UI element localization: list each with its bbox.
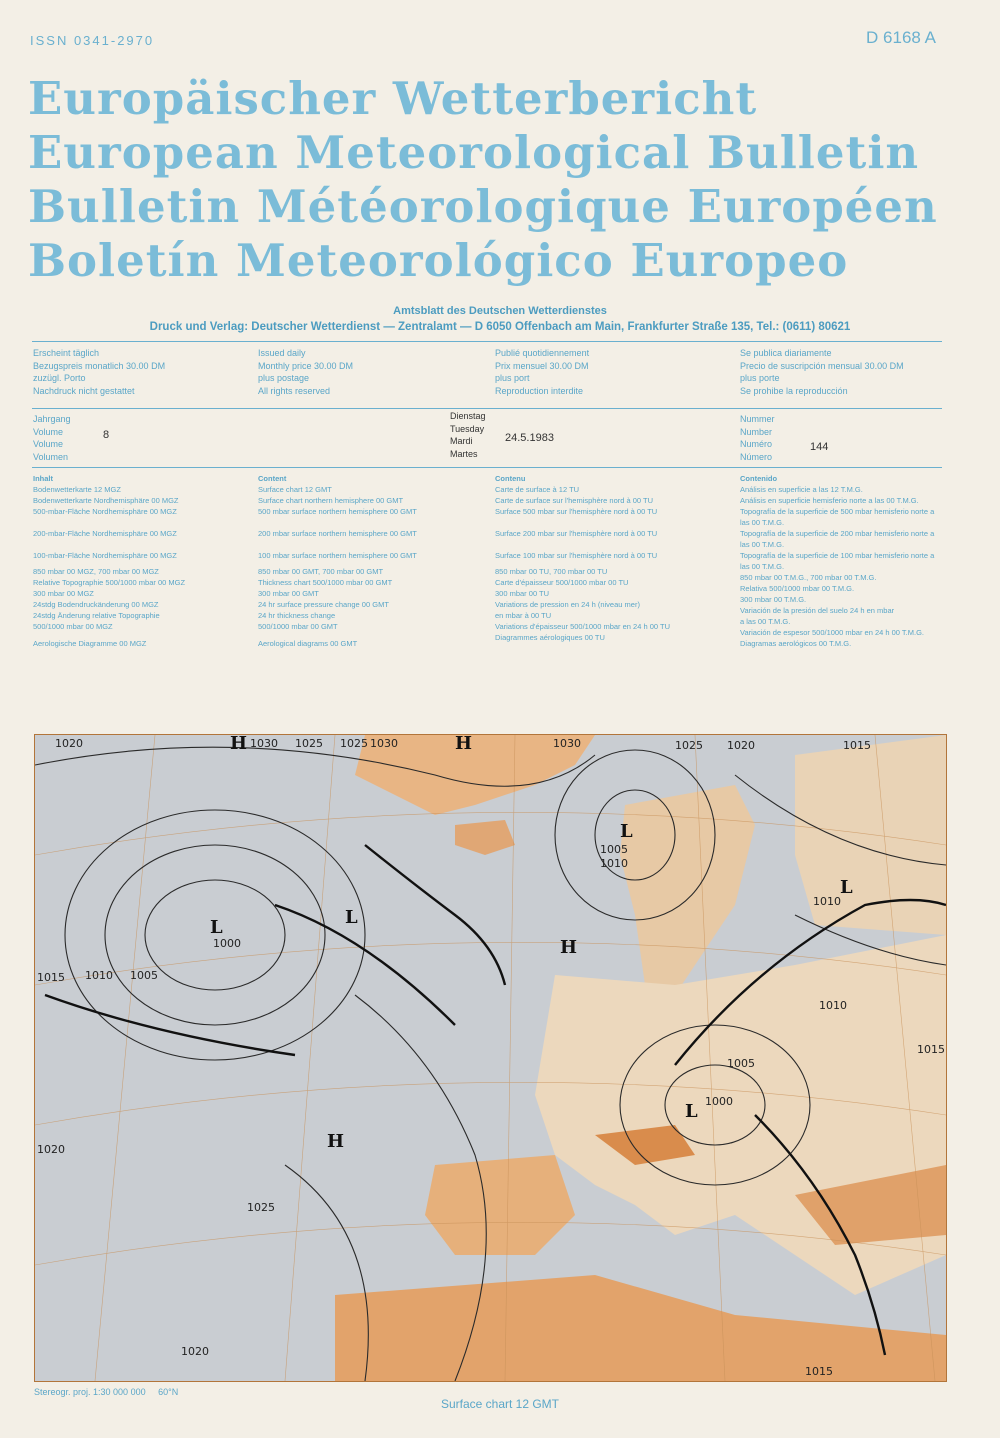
land-iceland: [455, 820, 515, 855]
contents-item: Carte de surface à 12 TU: [495, 485, 580, 494]
contents-item: Variación de espesor 500/1000 mbar en 24 h 00 T.M.G.: [740, 628, 925, 637]
high-pressure-letter: H: [455, 735, 473, 754]
contents-item: 24stdg Änderung relative Topographie: [33, 611, 160, 620]
contents-item: Surface 200 mbar sur l'hemisphère nord à 00 TU: [495, 529, 658, 538]
contents-item: 500/1000 mbar 00 MGZ: [33, 622, 113, 631]
contents-item: Surface chart northern hemisphere 00 GMT: [258, 496, 404, 505]
info-line: All rights reserved: [258, 385, 331, 396]
divider: [32, 341, 942, 342]
map-projection-note: [34, 1387, 178, 1397]
contents-item: Análisis en superficie a las 12 T.M.G.: [740, 485, 863, 494]
low-pressure-letter: L: [345, 907, 358, 928]
contents-item: Topografía de la superficie de 500 mbar hemisferio norte a las 00 T.M.G.: [740, 507, 935, 527]
contents-header: Inhalt: [33, 474, 53, 483]
map-caption: Surface chart 12 GMT: [440, 1397, 560, 1411]
info-line: Reproduction interdite: [495, 385, 584, 396]
land-europe: [535, 935, 946, 1295]
isobar-label: 1025: [340, 737, 368, 750]
land-iberia: [425, 1155, 575, 1255]
volume-value: 8: [103, 429, 110, 441]
isobar-label: 1030: [250, 737, 278, 750]
contents-column-french: [495, 473, 720, 643]
info-line: Issued daily: [258, 348, 306, 358]
volume-label: Volume: [33, 426, 64, 437]
contents-item: 300 mbar 00 TU: [495, 589, 550, 598]
contents-header: Content: [258, 474, 287, 483]
contents-item: 500-mbar-Fläche Nordhemisphäre 00 MGZ: [33, 507, 177, 516]
contents-item: Variación de la presión del suelo 24 h en mbar: [740, 606, 895, 615]
isobar-label: 1030: [553, 737, 581, 750]
number-label: Number: [740, 426, 773, 437]
contents-item: Análisis en superficie hemisferio norte a las 00 T.M.G.: [740, 496, 919, 505]
contents-item: Bodenwetterkarte Nordhemisphäre 00 MGZ: [33, 496, 179, 505]
contents-item: Relative Topographie 500/1000 mbar 00 MGZ: [33, 578, 186, 587]
contents-item: Aerologische Diagramme 00 MGZ: [33, 639, 147, 648]
isobar-label: 1010: [813, 895, 841, 908]
number-label: Numéro: [740, 439, 773, 449]
info-line: plus postage: [258, 373, 310, 383]
info-line: Monthly price 30.00 DM: [258, 360, 354, 371]
isobar-label: 1005: [130, 969, 158, 982]
info-line: Nachdruck nicht gestattet: [33, 385, 135, 396]
isobar-label: 1020: [727, 739, 755, 752]
high-pressure-letter: H: [327, 1131, 345, 1152]
contents-item: 100-mbar-Fläche Nordhemisphäre 00 MGZ: [33, 551, 177, 560]
low-pressure-letter: L: [620, 821, 633, 842]
isobar-label: 1010: [819, 999, 847, 1012]
isobar-label: 1000: [705, 1095, 733, 1108]
info-column-english: [258, 347, 483, 397]
info-line: Se publica diariamente: [740, 348, 832, 358]
isobar-label: 1015: [917, 1043, 945, 1056]
day-labels: [450, 410, 486, 460]
day-label: Tuesday: [450, 423, 485, 434]
contents-item: Surface 100 mbar sur l'hemisphère nord à 00 TU: [495, 551, 658, 560]
contents-item: 850 mbar 00 MGZ, 700 mbar 00 MGZ: [33, 567, 159, 576]
contents-item: 200-mbar-Fläche Nordhemisphäre 00 MGZ: [33, 529, 177, 538]
contents-item: Thickness chart 500/1000 mbar 00 GMT: [258, 578, 393, 587]
day-label: Dienstag: [450, 411, 486, 421]
low-pressure-letter: L: [685, 1101, 698, 1122]
isobar-label: 1020: [37, 1143, 65, 1156]
contents-item: 300 mbar 00 T.M.G.: [740, 595, 807, 604]
contents-item: Surface 500 mbar sur l'hemisphère nord à 00 TU: [495, 507, 658, 516]
contents-item: 24 hr surface pressure change 00 GMT: [258, 600, 389, 609]
volume-label: Volume: [33, 439, 64, 449]
contents-column-spanish: [740, 473, 945, 649]
low-pressure-letter: L: [210, 917, 223, 938]
land-scandinavia: [620, 785, 755, 995]
high-pressure-letter: H: [230, 735, 248, 754]
contents-item: 100 mbar surface northern hemisphere 00 GMT: [258, 551, 417, 560]
contents-header: Contenido: [740, 474, 778, 483]
surface-weather-map: [34, 734, 947, 1382]
divider: [32, 467, 942, 468]
contents-column-english: [258, 473, 483, 649]
info-column-french: [495, 347, 720, 397]
issue-number: 144: [810, 441, 829, 453]
number-label: Nummer: [740, 414, 775, 424]
info-line: plus port: [495, 373, 530, 383]
contents-item: Diagrammes aérologiques 00 TU: [495, 633, 605, 642]
contents-item: Bodenwetterkarte 12 MGZ: [33, 485, 121, 494]
day-label: Mardi: [450, 436, 473, 446]
contents-item: 850 mbar 00 T.M.G., 700 mbar 00 T.M.G.: [740, 573, 877, 582]
contents-item: Topografía de la superficie de 200 mbar hemisferio norte a las 00 T.M.G.: [740, 529, 935, 549]
contents-item: 850 mbar 00 TU, 700 mbar 00 TU: [495, 567, 608, 576]
projection-latitude: 60°N: [158, 1387, 179, 1397]
issn-number: ISSN 0341-2970: [30, 33, 155, 48]
title-spanish: Boletín Meteorológico Europeo: [28, 234, 849, 287]
volume-label: Jahrgang: [33, 414, 71, 424]
isobar-label: 1015: [37, 971, 65, 984]
contents-item: Carte d'épaisseur 500/1000 mbar 00 TU: [495, 578, 629, 587]
isobar-label: 1025: [295, 737, 323, 750]
volume-label: Volumen: [33, 451, 69, 462]
contents-item: Surface chart 12 GMT: [258, 485, 332, 494]
isobar-label: 1000: [213, 937, 241, 950]
issue-date: 24.5.1983: [505, 432, 554, 444]
contents-header: Contenu: [495, 474, 526, 483]
isobar-label: 1010: [85, 969, 113, 982]
info-line: Erscheint täglich: [33, 348, 100, 358]
publisher-address: Druck und Verlag: Deutscher Wetterdienst — Zentralamt — D 6050 Offenbach am Main, Frankfurter Straße 135, Tel.: (0611) 80621: [149, 321, 851, 333]
isobar-label: 1030: [370, 737, 398, 750]
title-french: Bulletin Météorologique Européen: [28, 180, 938, 233]
info-line: Precio de suscripción mensual 30.00 DM: [740, 360, 904, 371]
contents-item: Variations d'épaisseur 500/1000 mbar en 24 h 00 TU: [495, 622, 671, 631]
day-label: Martes: [450, 448, 478, 459]
isobar-label: 1005: [600, 843, 628, 856]
info-line: zuzügl. Porto: [33, 373, 86, 383]
divider: [32, 408, 942, 409]
isobar-label: 1025: [675, 739, 703, 752]
info-column-spanish: [740, 347, 945, 397]
isobar-label: 1015: [805, 1365, 833, 1378]
contents-item: 850 mbar 00 GMT, 700 mbar 00 GMT: [258, 567, 384, 576]
contents-item: Carte de surface sur l'hemisphère nord à 00 TU: [495, 496, 654, 505]
contents-item: a las 00 T.M.G.: [740, 617, 791, 626]
contents-item: Aerological diagrams 00 GMT: [258, 639, 358, 648]
contents-item: 24stdg Bodendruckänderung 00 MGZ: [33, 600, 159, 609]
contents-item: 24 hr thickness change: [258, 611, 336, 620]
document-number: D 6168 A: [866, 28, 936, 47]
isobar-label: 1020: [181, 1345, 209, 1358]
low-pressure-letter: L: [840, 877, 853, 898]
high-pressure-letter: H: [560, 937, 578, 958]
info-line: Publié quotidiennement: [495, 348, 590, 358]
title-english: European Meteorological Bulletin: [28, 126, 920, 179]
title-german: Europäischer Wetterbericht: [28, 72, 758, 125]
contents-item: Diagramas aerológicos 00 T.M.G.: [740, 639, 852, 648]
isobar-label: 1005: [727, 1057, 755, 1070]
isobar-label: 1015: [843, 739, 871, 752]
contents-column-german: [33, 473, 258, 649]
contents-item: 300 mbar 00 MGZ: [33, 589, 94, 598]
title-block: [28, 72, 948, 288]
info-line: Prix mensuel 30.00 DM: [495, 360, 589, 371]
contents-item: 200 mbar surface northern hemisphere 00 GMT: [258, 529, 417, 538]
projection-scale: Stereogr. proj. 1:30 000 000: [34, 1387, 146, 1397]
isobar-label: 1025: [247, 1201, 275, 1214]
info-line: Bezugspreis monatlich 30.00 DM: [33, 360, 166, 371]
publisher-line: Amtsblatt des Deutschen Wetterdienstes: [393, 305, 607, 317]
info-line: plus porte: [740, 373, 780, 383]
contents-item: Variations de pression en 24 h (niveau mer): [495, 600, 640, 609]
volume-labels: [33, 413, 71, 463]
contents-item: Relativa 500/1000 mbar 00 T.M.G.: [740, 584, 855, 593]
contents-item: en mbar à 00 TU: [495, 611, 552, 620]
contents-item: 500 mbar surface northern hemisphere 00 GMT: [258, 507, 417, 516]
info-line: Se prohibe la reproducción: [740, 385, 848, 396]
number-label: Número: [740, 451, 773, 462]
contents-item: 300 mbar 00 GMT: [258, 589, 319, 598]
isobar-label: 1010: [600, 857, 628, 870]
weather-map-graphic: [35, 735, 946, 1381]
info-column-german: [33, 347, 258, 397]
isobar-label: 1020: [55, 737, 83, 750]
contents-item: 500/1000 mbar 00 GMT: [258, 622, 338, 631]
contents-item: Topografía de la superficie de 100 mbar hemisferio norte a las 00 T.M.G.: [740, 551, 935, 571]
number-labels: [740, 413, 775, 463]
